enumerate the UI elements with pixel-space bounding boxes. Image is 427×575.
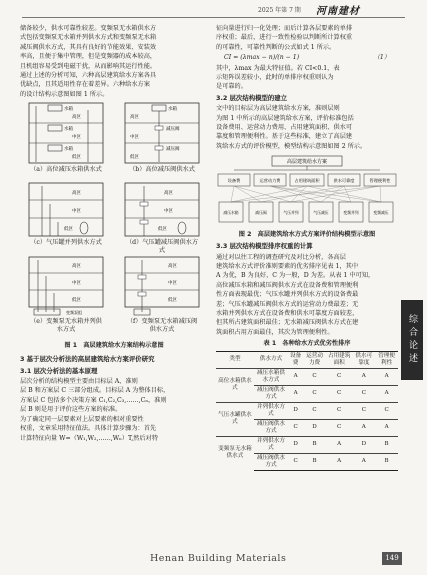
- left-column: [20, 24, 208, 443]
- svg-text:高区: 高区: [72, 264, 81, 270]
- text-line: 率高，且便于集中管理，但是变频器的成本较高，: [20, 53, 157, 61]
- svg-text:占用建筑面积: 占用建筑面积: [294, 178, 320, 184]
- svg-text:中区: 中区: [164, 209, 173, 215]
- svg-text:减压水箱: 减压水箱: [223, 210, 239, 216]
- panel-e: [28, 256, 104, 334]
- text-line: 高位减压水箱和减压阀供水方式在设备费和管理便利: [216, 281, 359, 289]
- table-cell: A: [288, 385, 303, 402]
- table-cell: A: [375, 368, 398, 385]
- panel-f: [124, 256, 200, 334]
- text-line: 差；气压水罐减压阀供水方式的运营动力费最差；无: [216, 300, 359, 308]
- svg-text:减压阀: 减压阀: [166, 147, 180, 153]
- svg-text:低区: 低区: [64, 227, 73, 233]
- svg-text:变频减压: 变频减压: [373, 210, 389, 216]
- svg-text:气压减压: 气压减压: [313, 210, 329, 216]
- table-cell: B: [303, 453, 326, 470]
- text-line: 靠度和管理便利性。基于这些标准，建立了高层建: [216, 133, 353, 141]
- table-cell: 减压阀供水方式: [254, 453, 288, 470]
- svg-text:水箱: 水箱: [168, 107, 177, 113]
- text-line: 筑给水方式的评价模型，模型结构示意图如图 2 所示。: [216, 142, 367, 150]
- panel-a-label: （a）高位减压水箱供水式: [30, 166, 102, 174]
- svg-text:高区: 高区: [168, 264, 177, 270]
- table-cell: C: [326, 402, 353, 419]
- criteria-row: [218, 174, 396, 186]
- formula-1: [216, 52, 398, 63]
- svg-text:高区: 高区: [130, 115, 139, 121]
- option-row: [219, 202, 393, 222]
- section-tab: 综合论述: [401, 300, 423, 380]
- text-line: 性方面表现最优；气压水罐并列供水方式的设备费最: [216, 291, 359, 299]
- svg-text:减压阀: 减压阀: [255, 210, 267, 216]
- panel-f-label: （f）变频泵无水箱减压阀供水方式: [126, 318, 198, 334]
- table-cell: C: [303, 368, 326, 385]
- svg-text:高区: 高区: [72, 191, 81, 197]
- svg-text:水箱: 水箱: [64, 127, 73, 133]
- svg-text:水箱: 水箱: [64, 107, 73, 113]
- text-line: 式包括变频泵无水箱并列供水方式和变频泵无水箱: [20, 34, 157, 42]
- svg-text:低区: 低区: [130, 155, 139, 161]
- svg-text:中区: 中区: [72, 135, 81, 141]
- table-1: [216, 351, 398, 471]
- column-header: 供水方式: [254, 351, 288, 368]
- text-line: 建筑给水方式评价准则要素的优劣排序见表 1，其中: [216, 262, 359, 270]
- svg-text:管理便利性: 管理便利性: [369, 178, 391, 184]
- table-cell: D: [352, 436, 375, 453]
- column-header: 供水可靠度: [352, 351, 375, 368]
- figure-2-diagram: [216, 154, 398, 226]
- journal-title: 河南建材: [316, 6, 360, 17]
- svg-text:运营动力费: 运营动力费: [259, 178, 281, 184]
- intro-paragraph: [20, 24, 208, 99]
- svg-text:低区: 低区: [72, 155, 81, 161]
- table-cell: A: [352, 453, 375, 470]
- column-header: 运营动力费: [303, 351, 326, 368]
- text-line: 优缺点，且其适用性存在着差异。六种给水方案: [20, 81, 150, 89]
- paragraph-3-3: [216, 253, 398, 338]
- section-heading-3-1: 3.1 层次分析法的基本原理: [20, 366, 98, 375]
- svg-text:高层建筑给水方案: 高层建筑给水方案: [286, 159, 328, 166]
- table-cell: C: [303, 385, 326, 402]
- table-row: [216, 368, 398, 385]
- table-cell: 并列供水方式: [254, 436, 288, 453]
- table-cell: D: [288, 402, 303, 419]
- table-row: [216, 436, 398, 453]
- svg-text:中区: 中区: [130, 135, 139, 141]
- text-line: 通过对以往工程的调查研究及对比分析，各高层: [216, 253, 346, 261]
- table-cell: C: [326, 368, 353, 385]
- figure-2: [216, 154, 398, 239]
- text-line: 计算特征向量 W=（W₁,W₂,……,Wₙ）T,然后对特: [20, 434, 158, 442]
- right-column: [216, 24, 398, 471]
- formula-expression: CI = (λmax − n)/(n − 1): [224, 54, 300, 62]
- text-line: 权重，文章采用特征值法。具体计算步骤为：首先: [20, 425, 157, 433]
- panel-c-label: （c）气压罐并列供水方式: [30, 239, 102, 247]
- table-cell: 气压水罐供水式: [216, 402, 254, 436]
- table-cell: A: [352, 419, 375, 436]
- text-line: 且机组容易受到电磁干扰，从而影响其运行性能。: [20, 62, 157, 70]
- section-heading-3: 3 基于层次分析法的高层建筑给水方案评价研究: [20, 355, 155, 364]
- svg-text:设备费: 设备费: [227, 178, 241, 184]
- panel-b-diagram: [124, 102, 200, 164]
- svg-text:变频泵组: 变频泵组: [66, 310, 82, 316]
- text-line: 通过上述的分析可知，六种高层建筑给水方案各具: [20, 72, 157, 80]
- text-line: 层 B 和方案层 C 三部分组成。目标层 A 为整体目标，: [20, 387, 170, 395]
- svg-text:减压阀: 减压阀: [166, 127, 180, 133]
- table-cell: B: [303, 436, 326, 453]
- table-cell: 并列供水方式: [254, 402, 288, 419]
- panel-b: [124, 102, 200, 174]
- table-1-caption: 表 1 各种给水方式优劣性排序: [263, 340, 351, 348]
- text-line: A 为优，B 为良好，C 为一般，D 为差。从表 1 中可知，: [216, 272, 375, 280]
- table-cell: 减压阀供水方式: [254, 419, 288, 436]
- text-line: 的设计结构示意图如图 1 所示。: [20, 90, 109, 98]
- text-line: 序权重；最后，进行一致性检验以判断所计算权重: [216, 34, 353, 42]
- table-cell: A: [326, 436, 353, 453]
- top-paragraph: [216, 24, 398, 52]
- table-cell: A: [288, 368, 303, 385]
- figure-1-caption: 图 1 高层建筑给水方案结构示意图: [64, 342, 164, 350]
- column-header: 类型: [216, 351, 254, 368]
- table-cell: B: [375, 436, 398, 453]
- panel-d: [124, 182, 200, 255]
- table-cell: A: [326, 453, 353, 470]
- panel-e-label: （e）变频泵无水箱并列供水方式: [30, 318, 102, 334]
- page-header: [0, 0, 427, 20]
- svg-text:高区: 高区: [164, 191, 173, 197]
- svg-text:变频并列: 变频并列: [343, 210, 359, 216]
- text-line: 减压阀供水方式，其具有良好的节能效果、安装效: [20, 43, 157, 51]
- paragraph-3-2: [216, 104, 398, 151]
- text-line: 是可靠的。: [216, 83, 247, 91]
- panel-e-diagram: [28, 256, 104, 316]
- text-line: 设备费用、运营动力费用、占用建筑面积、供水可: [216, 124, 353, 132]
- formula-number: （1）: [373, 54, 390, 62]
- svg-text:气压并列: 气压并列: [283, 210, 299, 216]
- journal-english-name: Henan Building Materials: [150, 553, 287, 564]
- table-cell: 变频泵无水箱供水式: [216, 436, 254, 470]
- svg-text:中区: 中区: [168, 281, 177, 287]
- table-cell: C: [352, 385, 375, 402]
- table-cell: C: [375, 402, 398, 419]
- table-cell: A: [352, 368, 375, 385]
- table-cell: B: [375, 453, 398, 470]
- svg-text:供水可靠度: 供水可靠度: [333, 178, 355, 184]
- svg-text:水箱: 水箱: [64, 147, 73, 153]
- table-cell: C: [326, 419, 353, 436]
- svg-text:低区: 低区: [158, 227, 167, 233]
- text-line: 水箱并列供水方式在设备费和供水可靠度方面较差，: [216, 309, 359, 317]
- table-row: [216, 402, 398, 419]
- table-cell: C: [288, 419, 303, 436]
- column-header: 占用建筑面积: [326, 351, 353, 368]
- svg-text:低区: 低区: [168, 298, 177, 304]
- panel-f-diagram: [124, 256, 200, 316]
- panel-a-diagram: [28, 102, 104, 164]
- column-header: 设备费: [288, 351, 303, 368]
- text-line: 但其所占建筑面积最佳；无水箱减压阀供水方式在建: [216, 319, 359, 327]
- paragraph-3-1: [20, 377, 208, 443]
- text-line: 示矩阵误差较小，此时的单排序权重则认为: [216, 74, 334, 82]
- panel-a: [28, 102, 104, 174]
- text-line: 方案层 C 包括多个决策方案 C₁,C₂,C₃,……,Cₙ，准则: [20, 396, 167, 404]
- svg-text:中区: 中区: [72, 209, 81, 215]
- table-cell: 减压水箱供水方式: [254, 368, 288, 385]
- table-cell: C: [326, 385, 353, 402]
- section-heading-3-3: 3.3 层次结构模型排序权重的计算: [216, 242, 313, 251]
- text-line: 其中，λmax 为最大特征值。若 CI<0.1，表: [216, 64, 340, 72]
- table-cell: D: [288, 436, 303, 453]
- text-line: 为了确定同一层要素对上层要素的相对重要性: [20, 415, 144, 423]
- table-header-row: [216, 351, 398, 368]
- panel-c: [28, 182, 104, 247]
- page-number: 149: [382, 552, 402, 565]
- table-cell: C: [288, 453, 303, 470]
- header-rule: [22, 17, 405, 18]
- svg-text:中区: 中区: [72, 281, 81, 287]
- figure-1: [20, 102, 208, 352]
- table-cell: 减压阀供水方式: [254, 385, 288, 402]
- table-cell: D: [303, 419, 326, 436]
- panel-b-label: （b）高位减压阀供水式: [129, 166, 195, 174]
- table-cell: 高位水箱供水式: [216, 368, 254, 402]
- text-line: 储备较少，供水可靠性较差。变频泵无水箱供水方: [20, 25, 157, 32]
- table-cell: C: [303, 402, 326, 419]
- text-line: 的可靠性，可靠性判断的公式如式 1 所示。: [216, 43, 336, 51]
- panel-d-label: （d）气压罐减压阀供水方式: [125, 239, 199, 255]
- text-line: 为图 1 中所示的高层建筑给水方案，评价标准包括: [216, 114, 354, 122]
- column-header: 管理便利性: [375, 351, 398, 368]
- figure-2-caption: 图 2 高层建筑给水方式方案评价结构模型示意图: [238, 230, 376, 238]
- issue-label: 2025 年第 7 期: [258, 7, 301, 14]
- table-cell: C: [352, 402, 375, 419]
- text-line: 层 B 则是用于评价这些方案的标准。: [20, 406, 122, 414]
- text-line: 征向量进行归一化处理；而后计算各层要素的单排: [216, 25, 353, 32]
- svg-text:高区: 高区: [72, 115, 81, 121]
- text-line: 层次分析的结构模型主要由目标层 A、准则: [20, 378, 138, 386]
- text-line: 筑面积占用方面最佳，其次为管理便利性。: [216, 328, 334, 336]
- panel-d-diagram: [124, 182, 200, 237]
- formula-note: [216, 64, 398, 92]
- table-cell: A: [375, 385, 398, 402]
- svg-text:低区: 低区: [72, 298, 81, 304]
- table-cell: A: [375, 419, 398, 436]
- panel-c-diagram: [28, 182, 104, 237]
- text-line: 文中的目标层为高层建筑给水方案，准则层则: [216, 105, 340, 113]
- section-heading-3-2: 3.2 层次结构模型的建立: [216, 93, 288, 102]
